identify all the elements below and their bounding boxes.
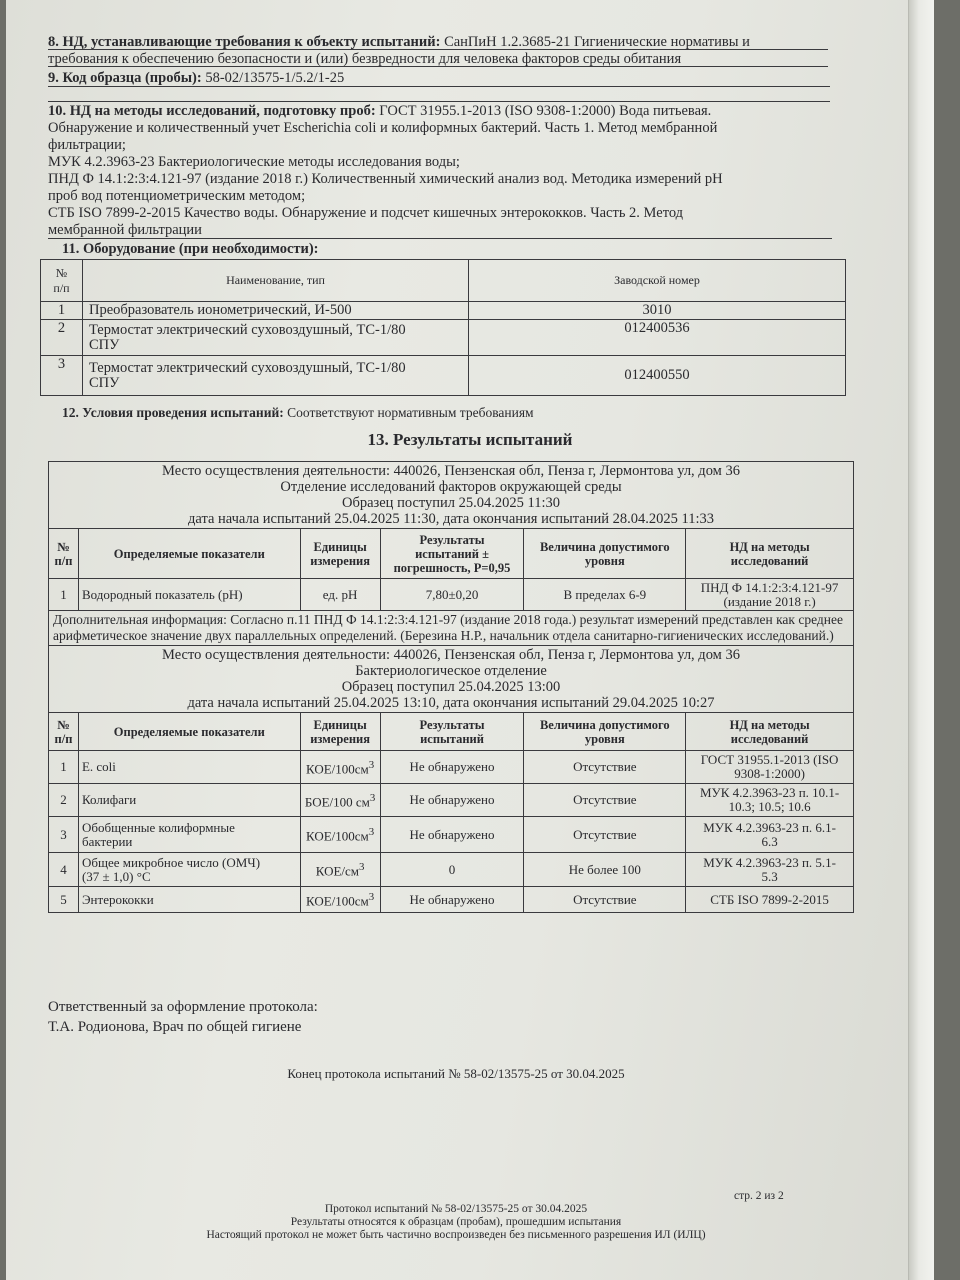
section-10-label: 10. НД на методы исследований, подготовку проб: (48, 103, 376, 119)
additional-info: Дополнительная информация: Согласно п.11 ПНД Ф 14.1:2:3:4.121-97 (издание 2018 года.) результат измерений представлен как среднее арифметическое значение двух параллельных определений. (Березина Н.Р., начальник отдела санитарно-гигиенических исследований.) (49, 611, 854, 646)
results-table (48, 461, 854, 913)
block1-dept: Отделение исследований факторов окружающей среды (280, 479, 622, 495)
table-row (49, 817, 854, 853)
method: ГОСТ 31955.1-2013 (ISO 9308-1:2000) (686, 751, 854, 784)
unit (300, 887, 380, 913)
table-row (41, 356, 846, 396)
unit (300, 784, 380, 817)
page-edge (908, 0, 934, 1280)
serial-number: 012400536 (469, 320, 846, 356)
indicator: Колифаги (78, 784, 300, 817)
col-method-header: НД на методы исследований (686, 713, 854, 751)
section-12 (62, 404, 534, 421)
unit (300, 817, 380, 853)
row-num: 3 (49, 817, 79, 853)
unit-exponent: 3 (369, 791, 376, 804)
block2-place: Место осуществления деятельности: 440026, Пензенская обл, Пенза г, Лермонтова ул, дом 36 (162, 647, 740, 663)
unit-text: КОЕ/100см (305, 761, 369, 777)
footer-line-1: Протокол испытаний № 58-02/13575-25 от 30.04.2025 (324, 1203, 588, 1215)
result: Не обнаружено (380, 887, 524, 913)
block2-received: Образец поступил 25.04.2025 13:00 (341, 679, 561, 695)
block2-dept: Бактериологическое отделение (355, 663, 547, 679)
limit: Не более 100 (524, 853, 686, 887)
unit-exponent: 3 (368, 758, 375, 771)
method-line-2: Обнаружение и количественный учет Escherichia coli и колиформных бактерий. Часть 1. Метод мембранной (48, 120, 718, 136)
section-11-label: 11. Оборудование (при необходимости): (62, 241, 319, 257)
serial-number: 3010 (469, 302, 846, 320)
table-row (49, 887, 854, 913)
section-11 (62, 241, 319, 258)
divider (48, 101, 830, 102)
col-limit-header: Величина допустимого уровня (524, 713, 686, 751)
test-conditions: Соответствуют нормативным требованиям (287, 405, 534, 420)
col-num-header: № п/п (49, 529, 79, 579)
section-12-label: 12. Условия проведения испытаний: (62, 405, 284, 420)
unit (300, 853, 380, 887)
result: Не обнаружено (380, 817, 524, 853)
unit-text: БОЕ/100 см (304, 794, 370, 810)
section-8 (48, 34, 750, 68)
result: 0 (380, 853, 524, 887)
unit-exponent: 3 (359, 861, 365, 874)
indicator: Водородный показатель (pH) (78, 579, 300, 611)
unit-text: КОЕ/100см (305, 893, 369, 909)
col-method-header: НД на методы исследований (686, 529, 854, 579)
col-unit-header: Единицы измерения (300, 529, 380, 579)
row-num: 2 (41, 320, 83, 356)
block2-header (49, 646, 854, 713)
unit-exponent: 3 (368, 826, 375, 839)
table-row (41, 320, 846, 356)
limit: Отсутствие (524, 784, 686, 817)
method-line-3: фильтрации; (48, 137, 126, 153)
divider (48, 86, 830, 87)
equipment-name: Термостат электрический суховоздушный, ТС-1/80 СПУ (83, 356, 469, 396)
result: Не обнаружено (380, 784, 524, 817)
unit-text: КОЕ/см (315, 863, 360, 879)
end-of-protocol: Конец протокола испытаний № 58-02/13575-25 от 30.04.2025 (287, 1066, 625, 1081)
col-serial-header: Заводской номер (469, 260, 846, 302)
table-row (49, 784, 854, 817)
block1-dates: дата начала испытаний 25.04.2025 11:30, дата окончания испытаний 28.04.2025 11:33 (188, 511, 714, 527)
unit-exponent: 3 (368, 891, 375, 904)
section-10 (48, 103, 723, 239)
table-row (49, 751, 854, 784)
equipment-name: Термостат электрический суховоздушный, ТС-1/80 СПУ (83, 320, 469, 356)
row-num: 2 (49, 784, 79, 817)
method-line-5: ПНД Ф 14.1:2:3:4.121-97 (издание 2018 г.) Количественный химический анализ вод. Методика измерений pH (48, 171, 723, 187)
limit: Отсутствие (524, 817, 686, 853)
responsible-person: Т.А. Родионова, Врач по общей гигиене (48, 1019, 302, 1035)
page-number: стр. 2 из 2 (734, 1190, 784, 1202)
row-num: 5 (49, 887, 79, 913)
indicator: Обобщенные колиформные бактерии (78, 817, 300, 853)
method: МУК 4.2.3963-23 п. 5.1- 5.3 (686, 853, 854, 887)
method-line-1: ГОСТ 31955.1-2013 (ISO 9308-1:2000) Вода питьевая. (379, 103, 712, 119)
table-row (49, 853, 854, 887)
serial-number: 012400550 (469, 356, 846, 396)
block1-header (49, 462, 854, 529)
table-row (41, 302, 846, 320)
footer-line-2: Результаты относятся к образцам (пробам), прошедшим испытания (290, 1216, 622, 1228)
col-indicator-header: Определяемые показатели (78, 529, 300, 579)
row-num: 1 (49, 579, 79, 611)
section-9-label: 9. Код образца (пробы): (48, 70, 202, 86)
method-line-7: СТБ ISO 7899-2-2015 Качество воды. Обнаружение и подсчет кишечных энтерококков. Часть 2. Метод (48, 205, 684, 221)
col-limit-header: Величина допустимого уровня (524, 529, 686, 579)
indicator: E. coli (78, 751, 300, 784)
method: СТБ ISO 7899-2-2015 (686, 887, 854, 913)
equipment-name: Преобразователь ионометрический, И-500 (83, 302, 469, 320)
section-8-text-1: СанПиН 1.2.3685-21 Гигиенические нормативы и (444, 34, 750, 50)
col-unit-header: Единицы измерения (300, 713, 380, 751)
col-num-header: № п/п (49, 713, 79, 751)
row-num: 1 (49, 751, 79, 784)
footer (6, 1203, 906, 1242)
limit: Отсутствие (524, 751, 686, 784)
section-8-text-2: требования к обеспечению безопасности и (или) безвредности для человека факторов среды обитания (48, 51, 682, 67)
section-8-label: 8. НД, устанавливающие требования к объекту испытаний: (48, 34, 441, 50)
unit: ед. pH (300, 579, 380, 611)
method: МУК 4.2.3963-23 п. 6.1- 6.3 (686, 817, 854, 853)
row-num: 1 (41, 302, 83, 320)
document-page (6, 0, 934, 1280)
divider (48, 49, 828, 50)
block2-dates: дата начала испытаний 25.04.2025 13:10, дата окончания испытаний 29.04.2025 10:27 (187, 695, 715, 711)
table-row (49, 579, 854, 611)
section-9 (48, 70, 344, 87)
result: Не обнаружено (380, 751, 524, 784)
method: ПНД Ф 14.1:2:3:4.121-97 (издание 2018 г.) (686, 579, 854, 611)
block1-place: Место осуществления деятельности: 440026, Пензенская обл, Пенза г, Лермонтова ул, дом 36 (162, 463, 740, 479)
limit: В пределах 6-9 (524, 579, 686, 611)
results-title: 13. Результаты испытаний (367, 430, 573, 449)
indicator: Общее микробное число (ОМЧ) (37 ± 1,0) °С (78, 853, 300, 887)
col-name-header: Наименование, тип (83, 260, 469, 302)
col-indicator-header: Определяемые показатели (78, 713, 300, 751)
col-result-header: Результаты испытаний (380, 713, 524, 751)
limit: Отсутствие (524, 887, 686, 913)
indicator: Энтерококки (78, 887, 300, 913)
responsible-block (48, 997, 318, 1037)
divider (48, 238, 832, 239)
method: МУК 4.2.3963-23 п. 10.1- 10.3; 10.5; 10.6 (686, 784, 854, 817)
divider (48, 66, 828, 67)
row-num: 4 (49, 853, 79, 887)
method-line-8: мембранной фильтрации (48, 222, 202, 238)
result: 7,80±0,20 (380, 579, 524, 611)
row-num: 3 (41, 356, 83, 396)
unit (300, 751, 380, 784)
method-line-4: МУК 4.2.3963-23 Бактериологические методы исследования воды; (48, 154, 460, 170)
equipment-table (40, 259, 846, 396)
unit-text: КОЕ/100см (305, 828, 369, 844)
col-num-header: № п/п (41, 260, 83, 302)
col-result-header: Результаты испытаний ± погрешность, Р=0,95 (380, 529, 524, 579)
block1-received: Образец поступил 25.04.2025 11:30 (341, 495, 561, 511)
sample-code: 58-02/13575-1/5.2/1-25 (205, 70, 345, 86)
method-line-6: проб вод потенциометрическим методом; (48, 188, 306, 204)
footer-line-3: Настоящий протокол не может быть частично воспроизведен без письменного разрешения ИЛ (ИЛЦ) (206, 1229, 706, 1241)
responsible-label: Ответственный за оформление протокола: (48, 999, 318, 1015)
